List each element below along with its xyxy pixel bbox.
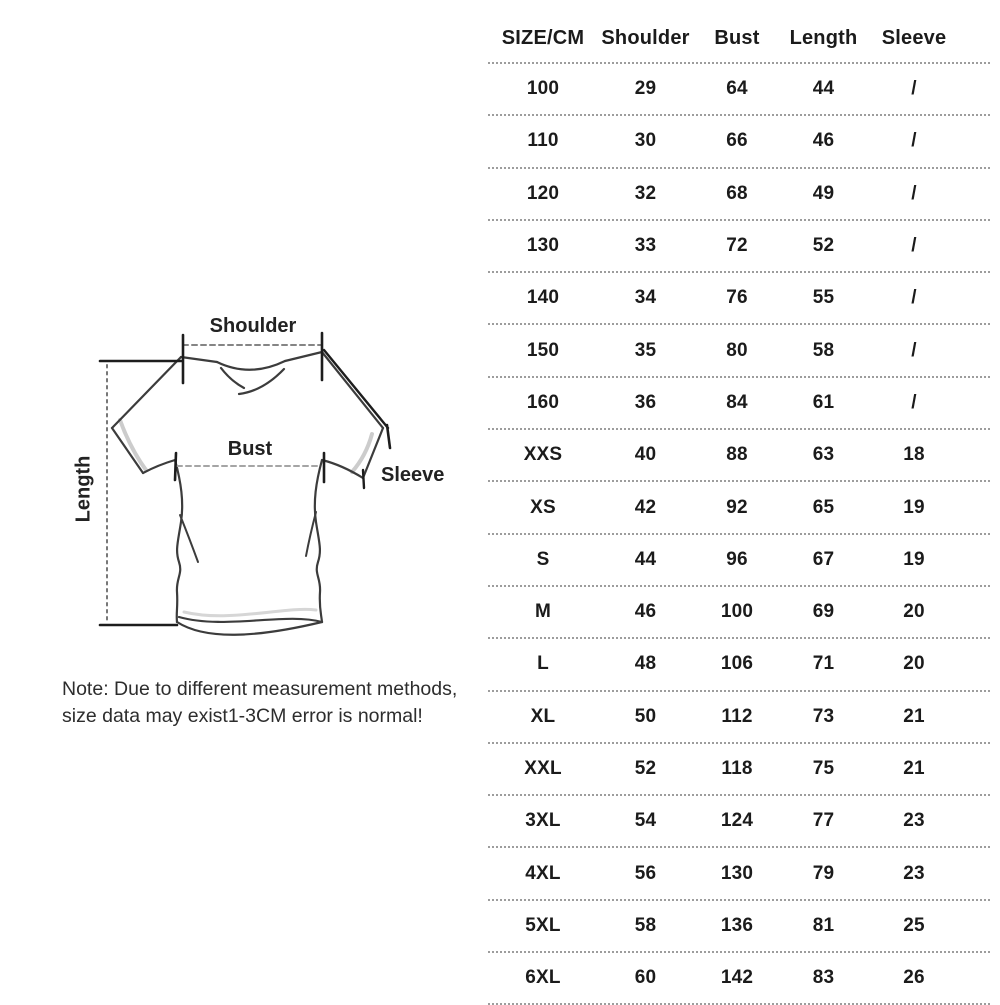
value-cell: 23 (903, 862, 925, 884)
measurement-note (62, 676, 457, 730)
value-cell: / (911, 235, 917, 257)
table-row (488, 378, 990, 430)
value-cell: 33 (634, 235, 657, 257)
value-cell: 44 (812, 78, 835, 100)
value-cell: 77 (812, 810, 835, 832)
table-row (488, 64, 990, 116)
bust-left-tick (175, 453, 176, 480)
value-cell: / (911, 130, 917, 152)
sleeve-end-tick (387, 425, 390, 448)
left-underarm (143, 460, 175, 473)
size-cell: 3XL (525, 810, 561, 832)
value-cell: 40 (634, 444, 657, 466)
collar-inner-right (239, 369, 284, 394)
value-cell: 21 (903, 758, 925, 779)
header-cell: SIZE/CM (501, 27, 585, 49)
table-header-row (488, 15, 990, 64)
value-cell: 60 (634, 967, 657, 989)
value-cell: 20 (903, 653, 925, 675)
right-shoulder-seam (285, 352, 322, 361)
right-sleeve-shading (352, 434, 372, 472)
value-cell: 44 (634, 548, 657, 570)
value-cell: 58 (812, 339, 835, 361)
value-cell: 92 (726, 496, 748, 518)
size-cell: 6XL (525, 967, 561, 989)
value-cell: 80 (726, 339, 748, 361)
value-cell: 52 (812, 235, 835, 257)
value-cell: / (911, 339, 917, 361)
size-cell: 160 (526, 391, 560, 413)
value-cell: 79 (812, 862, 835, 884)
value-cell: 61 (812, 391, 835, 413)
value-cell: / (911, 182, 917, 204)
size-cell: 4XL (525, 862, 561, 884)
value-cell: 35 (634, 339, 657, 361)
value-cell: 66 (726, 130, 748, 152)
collar-inner-left (221, 368, 244, 388)
value-cell: 49 (812, 182, 835, 204)
left-shoulder-seam (181, 357, 217, 362)
table-row (488, 744, 990, 796)
value-cell: 32 (634, 182, 657, 204)
value-cell: 75 (812, 758, 835, 779)
value-cell: 19 (903, 496, 925, 518)
sleeve-cuff-tick (363, 470, 364, 488)
value-cell: 71 (812, 653, 835, 675)
size-cell: 130 (526, 235, 560, 257)
value-cell: 54 (634, 810, 657, 832)
value-cell: 30 (634, 130, 657, 152)
value-cell: 118 (721, 758, 753, 779)
table-row (488, 953, 990, 1005)
table-body (488, 64, 990, 1005)
tshirt-outline (112, 352, 383, 635)
value-cell: 52 (634, 758, 657, 779)
note-line-2: size data may exist1-3CM error is normal! (62, 705, 423, 727)
value-cell: 18 (903, 444, 925, 466)
value-cell: 72 (726, 235, 748, 257)
left-body-side (175, 460, 182, 622)
value-cell: 136 (720, 914, 754, 936)
value-cell: 58 (634, 914, 657, 936)
table-row (488, 221, 990, 273)
value-cell: 26 (903, 967, 925, 989)
size-cell: XL (530, 705, 556, 727)
table-row (488, 639, 990, 691)
value-cell: 36 (634, 391, 657, 413)
value-cell: 142 (720, 967, 754, 989)
value-cell: 64 (726, 78, 748, 100)
table-row (488, 535, 990, 587)
value-cell: 29 (634, 78, 657, 100)
value-cell: / (911, 78, 917, 100)
value-cell: 63 (812, 444, 835, 466)
value-cell: 88 (726, 444, 748, 466)
tshirt-drawing (0, 0, 480, 760)
header-cell: Length (789, 27, 858, 49)
hem-shading (184, 609, 316, 615)
size-cell: XXL (524, 758, 562, 779)
value-cell: 56 (634, 862, 657, 884)
collar-outer-curve (217, 361, 285, 370)
value-cell: 124 (720, 810, 754, 832)
value-cell: 130 (720, 862, 754, 884)
value-cell: 83 (812, 967, 835, 989)
value-cell: 65 (812, 496, 835, 518)
table-row (488, 901, 990, 953)
value-cell: 106 (720, 653, 754, 675)
sleeve-label: Sleeve (381, 464, 445, 486)
table-row (488, 796, 990, 848)
bust-label: Bust (227, 438, 273, 460)
size-cell: 150 (526, 339, 560, 361)
tshirt-measurement-diagram (0, 0, 480, 760)
note-line-1: Note: Due to different measurement methods, (62, 678, 458, 700)
size-cell: XS (530, 496, 556, 518)
value-cell: 67 (812, 548, 835, 570)
value-cell: 21 (903, 705, 925, 727)
hem-upper-curve (179, 617, 322, 622)
value-cell: 96 (726, 548, 748, 570)
size-cell: 120 (526, 182, 560, 204)
value-cell: 73 (812, 705, 835, 727)
value-cell: 19 (903, 548, 925, 570)
table-row (488, 169, 990, 221)
size-cell: S (536, 548, 550, 570)
table-row (488, 587, 990, 639)
value-cell: 46 (812, 130, 835, 152)
value-cell: 50 (634, 705, 657, 727)
right-sleeve-outer (322, 352, 383, 428)
value-cell: 69 (812, 601, 835, 623)
size-cell: 140 (526, 287, 560, 309)
value-cell: 68 (726, 182, 748, 204)
value-cell: 34 (634, 287, 657, 309)
right-body-side (315, 460, 322, 622)
value-cell: / (911, 391, 917, 413)
right-fold-line (306, 512, 316, 556)
value-cell: 46 (634, 601, 657, 623)
value-cell: 23 (903, 810, 925, 832)
size-cell: L (537, 653, 549, 675)
size-table (488, 15, 990, 1005)
length-label: Length (72, 455, 95, 523)
shoulder-label: Shoulder (209, 315, 297, 337)
value-cell: 84 (726, 391, 748, 413)
left-fold-line (180, 515, 198, 562)
table-row (488, 692, 990, 744)
size-cell: M (534, 601, 552, 623)
header-cell: Sleeve (881, 27, 947, 49)
value-cell: 48 (634, 653, 657, 675)
size-cell: 5XL (525, 914, 561, 936)
value-cell: 76 (726, 287, 748, 309)
table-row (488, 116, 990, 168)
size-cell: 110 (527, 130, 559, 152)
value-cell: / (911, 287, 917, 309)
value-cell: 20 (903, 601, 925, 623)
value-cell: 55 (812, 287, 835, 309)
size-cell: 100 (526, 78, 560, 100)
table-row (488, 273, 990, 325)
table-row (488, 482, 990, 534)
table-row (488, 430, 990, 482)
hem-lower-curve (177, 622, 322, 635)
sleeve-measure-line (324, 350, 388, 428)
table-row (488, 325, 990, 377)
value-cell: 81 (812, 914, 835, 936)
table-row (488, 848, 990, 900)
header-cell: Bust (714, 27, 760, 49)
value-cell: 42 (634, 496, 657, 518)
left-sleeve-outer (112, 357, 181, 428)
value-cell: 100 (720, 601, 754, 623)
value-cell: 112 (721, 705, 753, 727)
size-cell: XXS (523, 444, 563, 466)
header-cell: Shoulder (601, 27, 690, 49)
value-cell: 25 (903, 914, 925, 936)
